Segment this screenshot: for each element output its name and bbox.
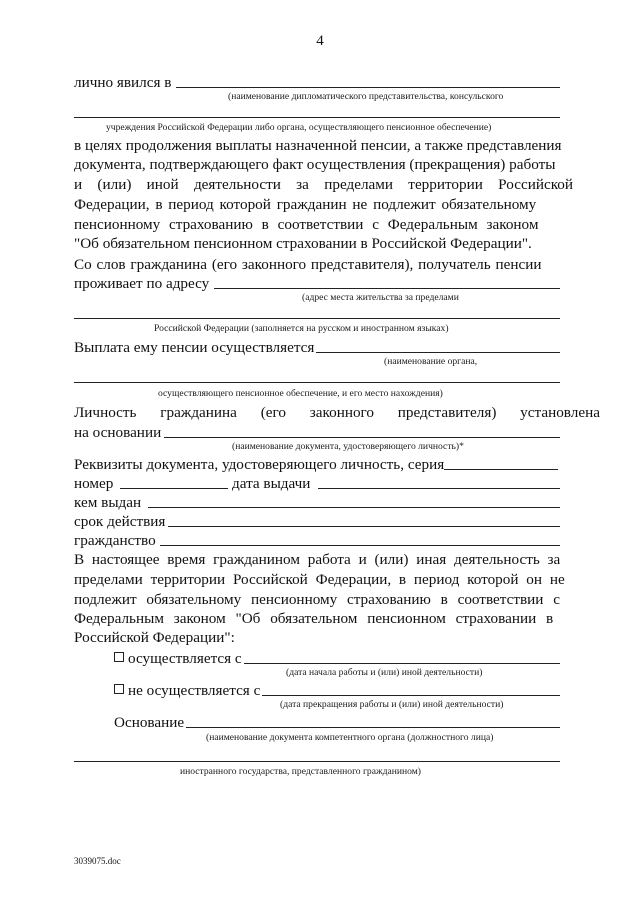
paragraph-1-line-2: документа, подтверждающего факт осуществления (прекращения) работы [74, 156, 556, 173]
caption-address-2: Российской Федерации (заполняется на русском и иностранном языках) [154, 323, 449, 334]
field-line-pension-body-2[interactable] [74, 382, 560, 383]
paragraph-2-line-2: пределами территории Российской Федерации, в период которой он не [74, 571, 565, 588]
option-label: не осуществляется с [128, 682, 261, 699]
caption-id-document: (наименование документа, удостоверяющего личность)* [232, 441, 464, 452]
label-prozhivaet: проживает по адресу [74, 275, 210, 292]
checkbox-icon[interactable] [114, 652, 124, 662]
caption-pension-body-1: (наименование органа, [384, 356, 478, 367]
field-line-validity[interactable] [168, 526, 560, 527]
caption-representation-1: (наименование дипломатического представительства, консульского [228, 91, 504, 102]
field-line-representation[interactable] [176, 87, 560, 88]
field-line-address[interactable] [214, 288, 560, 289]
text: Личность гражданина (его законного представителя) установлена [74, 404, 600, 421]
label-osnovanie: Основание [114, 714, 185, 731]
paragraph-1-line-5: пенсионному страхованию в соответствии с Федеральным законом [74, 216, 539, 233]
label-kem-vydan: кем выдан [74, 494, 142, 511]
label-nomer: номер [74, 475, 114, 492]
caption-address-1: (адрес места жительства за пределами [302, 292, 459, 303]
label-so-slov: Со слов гражданина (его законного представителя), получатель пенсии [74, 256, 542, 273]
option-ne-osushestvlyaetsya[interactable] [114, 682, 260, 700]
text: В настоящее время гражданином работа и (или) иная деятельность за [74, 551, 561, 568]
caption-basis-2: иностранного государства, представленного гражданином) [180, 766, 421, 777]
label-srok-deystviya: срок действия [74, 513, 166, 530]
field-line-number[interactable] [120, 488, 228, 489]
field-line-end-date[interactable] [262, 695, 560, 696]
caption-start-date: (дата начала работы и (или) иной деятельности) [286, 667, 483, 678]
label-na-osnovanii: на основании [74, 424, 162, 441]
caption-representation-2: учреждения Российской Федерации либо органа, осуществляющего пенсионное обеспечение) [106, 122, 492, 133]
label-vyplata: Выплата ему пенсии осуществляется [74, 339, 315, 356]
text: в целях продолжения выплаты назначенной пенсии, а также представления [74, 137, 562, 154]
field-line-pension-body[interactable] [316, 352, 560, 353]
label-data-vydachi: дата выдачи [232, 475, 311, 492]
option-label: осуществляется с [128, 650, 242, 667]
field-line-citizenship[interactable] [160, 545, 560, 546]
field-line-address-2[interactable] [74, 318, 560, 319]
paragraph-1-line-1 [74, 137, 560, 155]
field-line-id-document[interactable] [164, 437, 560, 438]
caption-pension-body-2: осуществляющего пенсионное обеспечение, и его место нахождения) [158, 388, 443, 399]
paragraph-1-line-3: и (или) иной деятельности за пределами территории Российской [74, 176, 574, 193]
caption-end-date: (дата прекращения работы и (или) иной деятельности) [280, 699, 504, 710]
checkbox-icon[interactable] [114, 684, 124, 694]
field-line-series[interactable] [444, 469, 558, 470]
field-line-basis-2[interactable] [74, 761, 560, 762]
label-grazhdanstvo: гражданство [74, 532, 156, 549]
page-number: 4 [316, 33, 324, 49]
option-osushestvlyaetsya[interactable] [114, 650, 242, 668]
paragraph-2-line-3: подлежит обязательному пенсионному страхованию в соответствии с [74, 591, 560, 608]
caption-basis-1: (наименование документа компетентного органа (должностного лица) [206, 732, 494, 743]
label-rekvizity: Реквизиты документа, удостоверяющего личность, серия [74, 456, 445, 473]
field-line-issued-by[interactable] [148, 507, 560, 508]
paragraph-2-line-4: Федеральным законом "Об обязательном пенсионном страховании в [74, 610, 554, 627]
paragraph-1-line-6: "Об обязательном пенсионном страховании в Российской Федерации". [74, 235, 532, 252]
label-lichnost [74, 404, 600, 422]
paragraph-2-line-5: Российской Федерации": [74, 629, 235, 646]
field-line-issue-date[interactable] [318, 488, 560, 489]
paragraph-2-line-1 [74, 551, 560, 569]
field-line-start-date[interactable] [244, 663, 560, 664]
paragraph-1-line-4: Федерации, в период которой гражданин не подлежит обязательному [74, 196, 537, 213]
footer-filename: 3039075.doc [74, 856, 121, 866]
field-line-basis[interactable] [186, 727, 560, 728]
field-line-representation-2[interactable] [74, 117, 560, 118]
label-lichno-yavilsya: лично явился в [74, 74, 172, 91]
